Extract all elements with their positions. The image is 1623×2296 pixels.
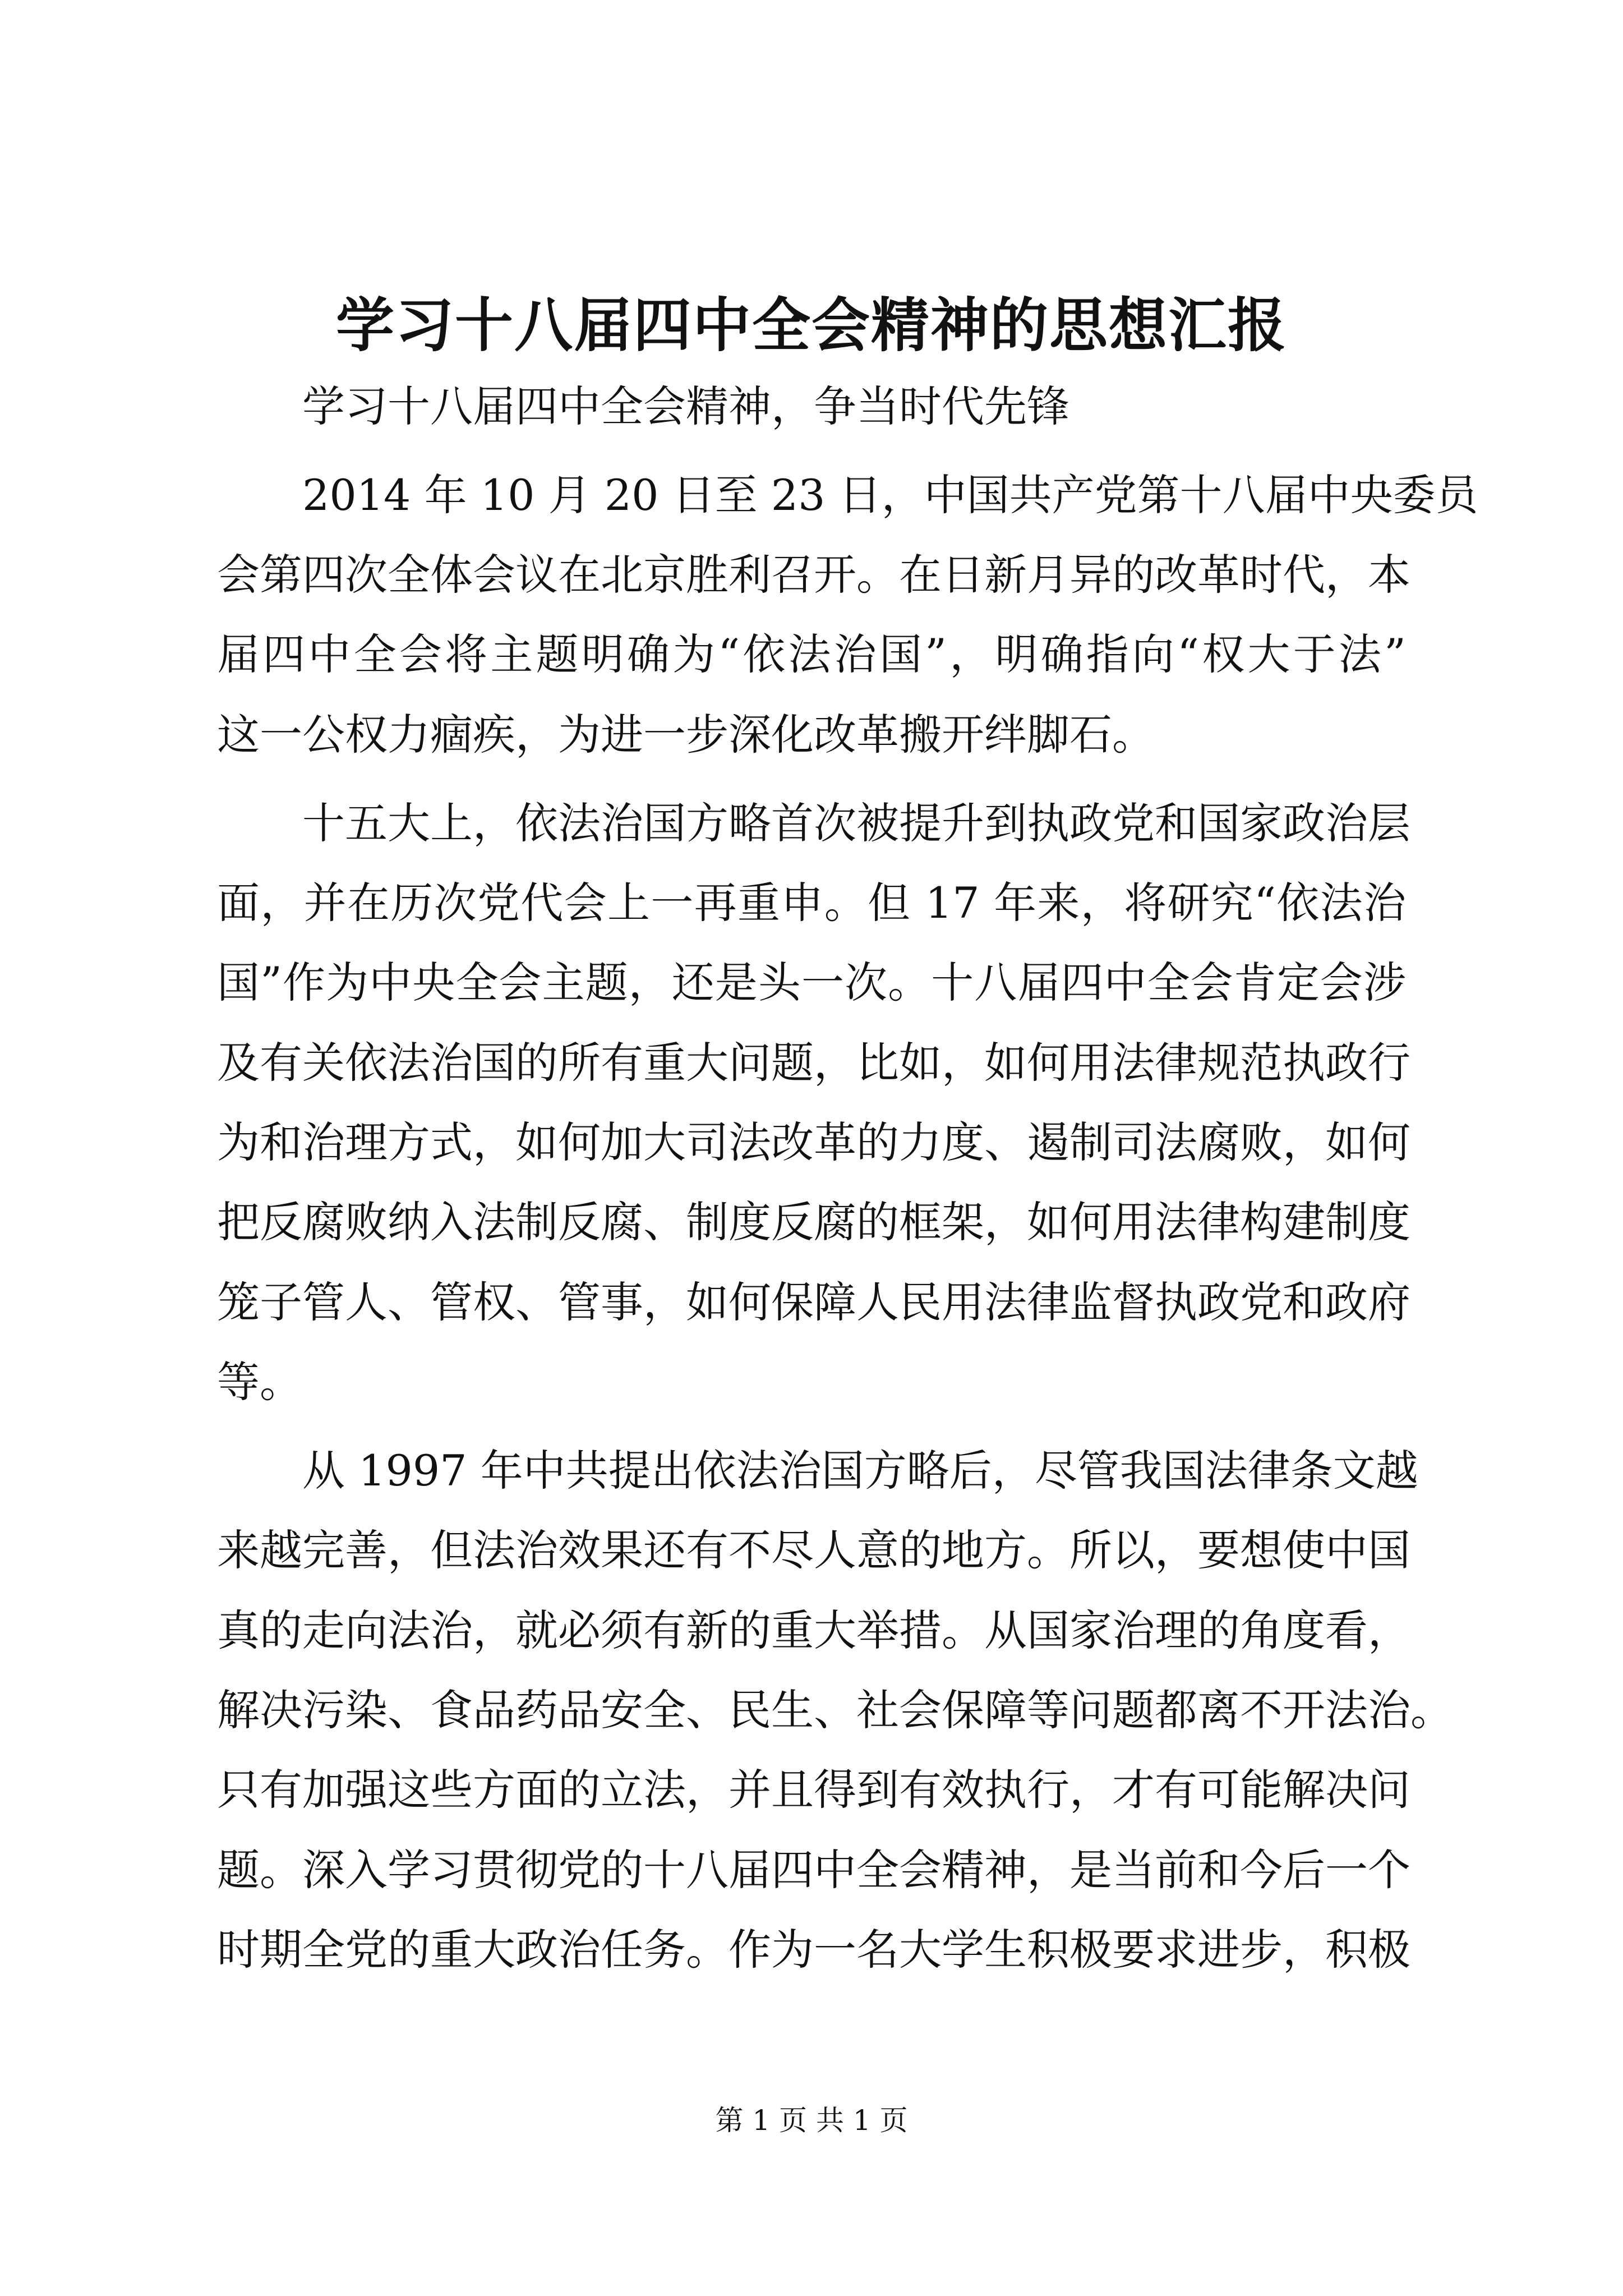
paragraph-3-line-1: 从 1997 年中共提出依法治国方略后，尽管我国法律条文越: [302, 1446, 1418, 1496]
paragraph-2-line-7: 笼子管人、管权、管事，如何保障人民用法律监督执政党和政府: [217, 1277, 1410, 1327]
paragraph-1-line-3: 届四中全会将主题明确为“依法治国”，明确指向“权大于法”: [217, 629, 1406, 679]
paragraph-2-line-3: 国”作为中央全会主题，还是头一次。十八届四中全会肯定会涉: [217, 958, 1406, 1007]
paragraph-2-line-8: 等。: [217, 1357, 302, 1407]
paragraph-3-line-6: 题。深入学习贯彻党的十八届四中全会精神，是当前和今后一个: [217, 1845, 1410, 1895]
paragraph-3-line-7: 时期全党的重大政治任务。作为一名大学生积极要求进步，积极: [217, 1925, 1410, 1975]
paragraph-2-line-1: 十五大上，依法治国方略首次被提升到执政党和国家政治层: [302, 798, 1410, 848]
paragraph-2-line-4: 及有关依法治国的所有重大问题，比如，如何用法律规范执政行: [217, 1038, 1410, 1088]
paragraph-1-line-1: 2014 年 10 月 20 日至 23 日，中国共产党第十八届中央委员: [302, 470, 1478, 520]
paragraph-3-line-4: 解决污染、食品药品安全、民生、社会保障等问题都离不开法治。: [217, 1685, 1453, 1735]
paragraph-2-line-6: 把反腐败纳入法制反腐、制度反腐的框架，如何用法律构建制度: [217, 1197, 1410, 1247]
document-subtitle: 学习十八届四中全会精神，争当时代先锋: [302, 381, 1069, 431]
document-title: 学习十八届四中全会精神的思想汇报: [335, 291, 1287, 360]
paragraph-2-line-5: 为和治理方式，如何加大司法改革的力度、遏制司法腐败，如何: [217, 1117, 1410, 1167]
paragraph-2-line-2: 面，并在历次党代会上一再重申。但 17 年来，将研究“依法治: [217, 878, 1406, 928]
page-footer: 第 1 页 共 1 页: [715, 2104, 908, 2137]
paragraph-3-line-5: 只有加强这些方面的立法，并且得到有效执行，才有可能解决问: [217, 1765, 1410, 1815]
paragraph-3-line-3: 真的走向法治，就必须有新的重大举措。从国家治理的角度看，: [217, 1605, 1410, 1655]
paragraph-1-line-4: 这一公权力痼疾，为进一步深化改革搬开绊脚石。: [217, 710, 1155, 760]
paragraph-3-line-2: 来越完善，但法治效果还有不尽人意的地方。所以，要想使中国: [217, 1525, 1410, 1575]
paragraph-1-line-2: 会第四次全体会议在北京胜利召开。在日新月异的改革时代，本: [217, 550, 1410, 600]
